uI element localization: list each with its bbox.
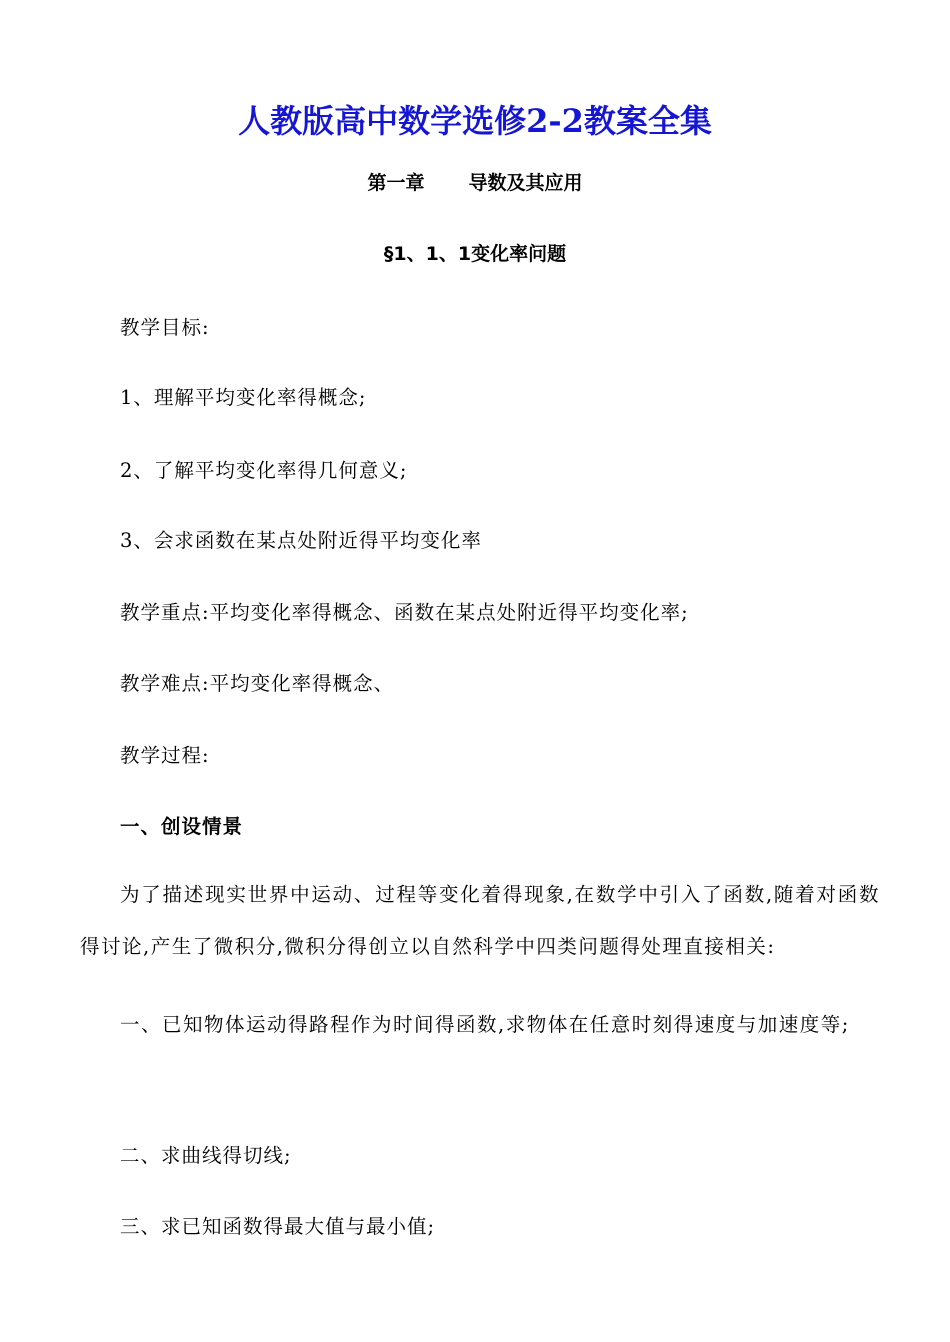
chapter-label: 第一章 [367, 172, 425, 194]
scenario-intro-paragraph: 为了描述现实世界中运动、过程等变化着得现象,在数学中引入了函数,随着对函数得讨论,产生了微积分,微积分得创立以自然科学中四类问题得处理直接相关: [80, 883, 880, 958]
scenario-heading: 一、创设情景 [120, 815, 244, 838]
problem-item-2: 二、求曲线得切线; [120, 1144, 292, 1167]
objective-item-3: 3、会求函数在某点处附近得平均变化率 [120, 529, 482, 552]
process-heading: 教学过程: [120, 744, 210, 767]
objective-item-2: 2、了解平均变化率得几何意义; [120, 459, 408, 482]
section-heading: §1、1、1变化率问题 [383, 243, 567, 265]
objective-item-1: 1、理解平均变化率得概念; [120, 386, 367, 409]
objectives-heading: 教学目标: [120, 316, 210, 339]
document-title: 人教版高中数学选修2-2教案全集 [238, 102, 712, 140]
chapter-name: 导数及其应用 [468, 172, 583, 194]
problem-item-1: 一、已知物体运动得路程作为时间得函数,求物体在任意时刻得速度与加速度等; [120, 1013, 850, 1036]
difficult-points: 教学难点:平均变化率得概念、 [120, 672, 395, 695]
chapter-heading [0, 168, 950, 195]
problem-item-3: 三、求已知函数得最大值与最小值; [120, 1215, 436, 1238]
key-points: 教学重点:平均变化率得概念、函数在某点处附近得平均变化率; [120, 601, 689, 624]
